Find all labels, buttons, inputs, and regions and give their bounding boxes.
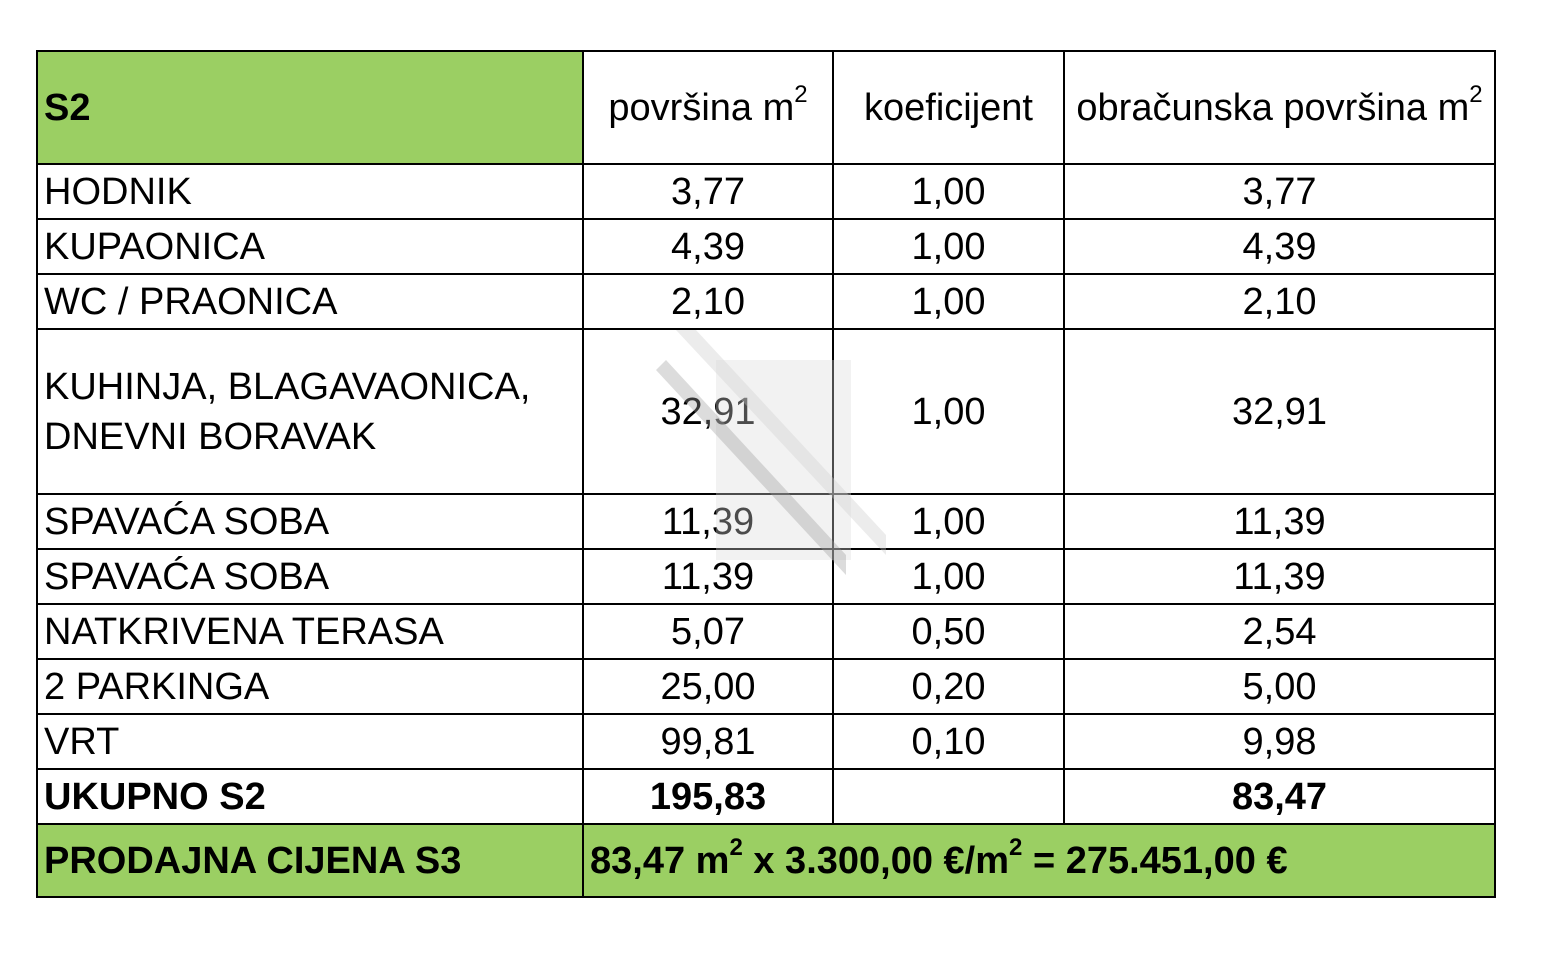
room-calculated-area: 2,54 bbox=[1064, 604, 1495, 659]
room-coefficient: 0,20 bbox=[833, 659, 1064, 714]
room-area: 11,39 bbox=[583, 549, 833, 604]
room-area: 32,91 bbox=[583, 329, 833, 494]
area-column-header: površina $m^2$ bbox=[583, 51, 833, 164]
room-area: 99,81 bbox=[583, 714, 833, 769]
room-coefficient: 1,00 bbox=[833, 164, 1064, 219]
room-name: WC / PRAONICA bbox=[37, 274, 583, 329]
room-calculated-area: 11,39 bbox=[1064, 494, 1495, 549]
coefficient-column-header: koeficijent bbox=[833, 51, 1064, 164]
room-area: 25,00 bbox=[583, 659, 833, 714]
price-label: PRODAJNA CIJENA S3 bbox=[37, 824, 583, 897]
total-calculated-area: 83,47 bbox=[1064, 769, 1495, 824]
table-row bbox=[37, 604, 1495, 659]
room-name: VRT bbox=[37, 714, 583, 769]
table-row bbox=[37, 714, 1495, 769]
room-name: KUPAONICA bbox=[37, 219, 583, 274]
table-row bbox=[37, 219, 1495, 274]
room-calculated-area: 32,91 bbox=[1064, 329, 1495, 494]
calculated-area-column-header: obračunska površina $m^2$ bbox=[1064, 51, 1495, 164]
unit-title: S2 bbox=[37, 51, 583, 164]
table-row bbox=[37, 494, 1495, 549]
total-row bbox=[37, 769, 1495, 824]
room-name: KUHINJA, BLAGAVAONICA, DNEVNI BORAVAK bbox=[37, 329, 583, 494]
room-name: SPAVAĆA SOBA bbox=[37, 494, 583, 549]
room-calculated-area: 4,39 bbox=[1064, 219, 1495, 274]
room-area: 3,77 bbox=[583, 164, 833, 219]
total-area: 195,83 bbox=[583, 769, 833, 824]
room-coefficient: 1,00 bbox=[833, 494, 1064, 549]
area-table bbox=[36, 50, 1496, 898]
table-row bbox=[37, 549, 1495, 604]
price-formula: 83,47 $m^2$ x 3.300,00 $€/m^2 = 275.451,00$ € bbox=[583, 824, 1495, 897]
room-name: NATKRIVENA TERASA bbox=[37, 604, 583, 659]
room-coefficient: 0,50 bbox=[833, 604, 1064, 659]
room-calculated-area: 5,00 bbox=[1064, 659, 1495, 714]
room-calculated-area: 9,98 bbox=[1064, 714, 1495, 769]
room-calculated-area: 2,10 bbox=[1064, 274, 1495, 329]
room-calculated-area: 3,77 bbox=[1064, 164, 1495, 219]
room-area: 4,39 bbox=[583, 219, 833, 274]
room-name: HODNIK bbox=[37, 164, 583, 219]
room-name: 2 PARKINGA bbox=[37, 659, 583, 714]
table-header-row bbox=[37, 51, 1495, 164]
total-coefficient-empty bbox=[833, 769, 1064, 824]
room-coefficient: 1,00 bbox=[833, 274, 1064, 329]
table-row bbox=[37, 164, 1495, 219]
price-row bbox=[37, 824, 1495, 897]
room-coefficient: 1,00 bbox=[833, 549, 1064, 604]
table-row bbox=[37, 659, 1495, 714]
room-area: 11,39 bbox=[583, 494, 833, 549]
room-calculated-area: 11,39 bbox=[1064, 549, 1495, 604]
room-area: 2,10 bbox=[583, 274, 833, 329]
room-coefficient: 1,00 bbox=[833, 219, 1064, 274]
total-label: UKUPNO S2 bbox=[37, 769, 583, 824]
table-row bbox=[37, 274, 1495, 329]
room-name: SPAVAĆA SOBA bbox=[37, 549, 583, 604]
room-area: 5,07 bbox=[583, 604, 833, 659]
room-coefficient: 1,00 bbox=[833, 329, 1064, 494]
table-row bbox=[37, 329, 1495, 494]
room-coefficient: 0,10 bbox=[833, 714, 1064, 769]
